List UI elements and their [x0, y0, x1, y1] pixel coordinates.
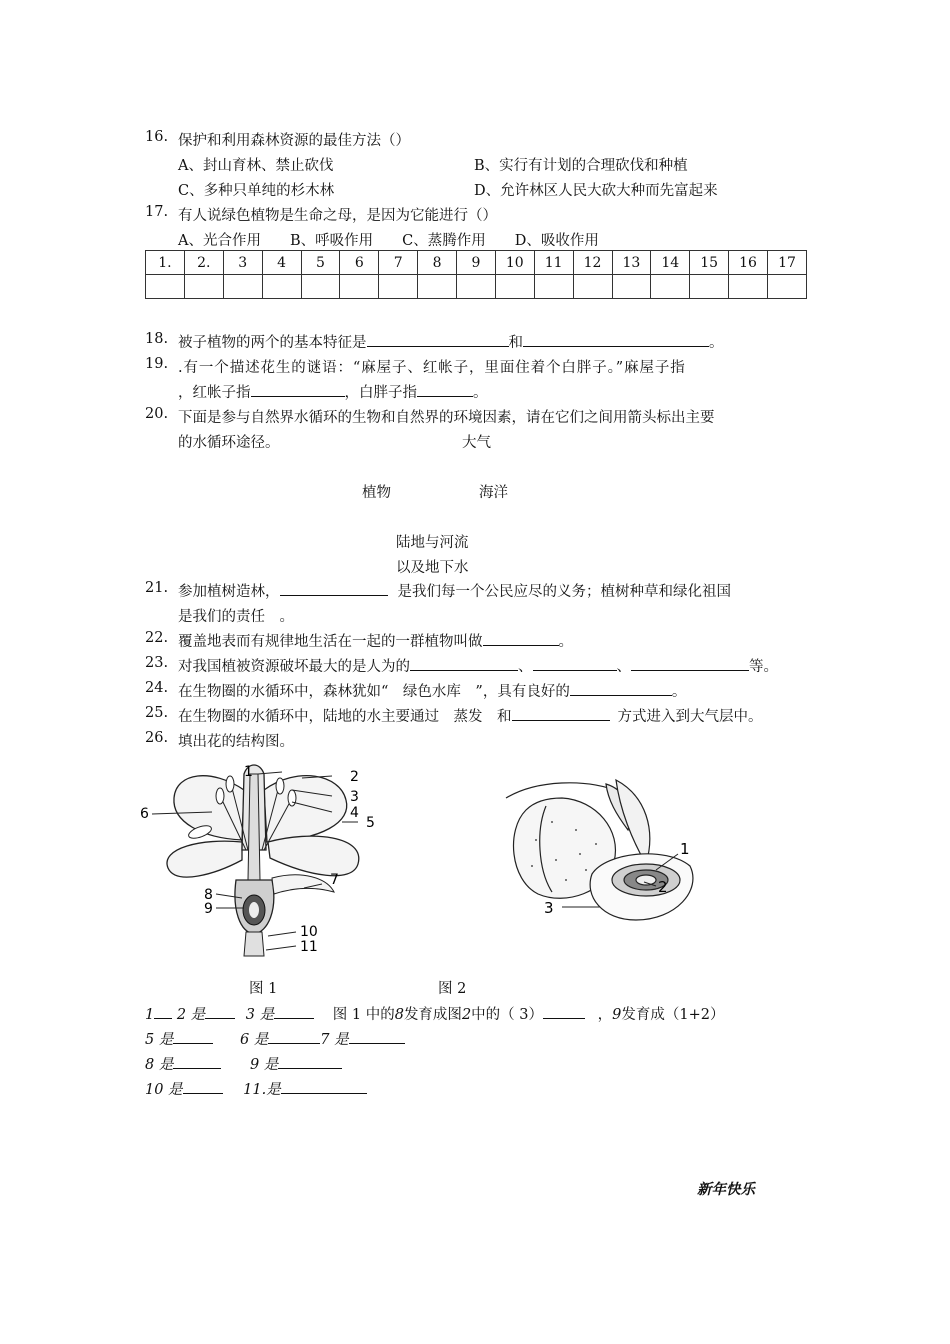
flower-structure-diagram	[132, 760, 392, 960]
answer-cell[interactable]	[651, 275, 690, 299]
answer-header: 14	[651, 251, 690, 275]
q16-text: 保护和利用森林资源的最佳方法（）	[178, 133, 410, 149]
q16-option-b: B、实行有计划的合理砍伐和种植	[474, 158, 688, 174]
answer-header: 2.	[184, 251, 223, 275]
flower-label-11: 11	[300, 939, 318, 955]
q22-line	[178, 630, 573, 651]
fruit-label-2: 2	[658, 878, 668, 896]
fill-label-8: 8 是	[145, 1057, 174, 1073]
q19-pre: ，红帐子指	[178, 385, 251, 401]
water-cycle-land-line1: 陆地与河流	[396, 535, 469, 551]
answer-cell[interactable]	[612, 275, 651, 299]
fill-q-3: 中的（ 3）	[471, 1007, 544, 1023]
q24-number: 24.	[145, 680, 169, 696]
answer-header: 6	[340, 251, 379, 275]
fill-blank-1[interactable]	[154, 1004, 172, 1019]
q18-post: 。	[709, 335, 724, 351]
q23-number: 23.	[145, 655, 169, 671]
q17-text: 有人说绿色植物是生命之母，是因为它能进行（）	[178, 208, 497, 224]
answer-header: 5	[301, 251, 340, 275]
q19-blank-1[interactable]	[251, 382, 345, 397]
q24-post: 。	[671, 684, 687, 700]
q21-number: 21.	[145, 580, 169, 596]
fill-blank-7[interactable]	[349, 1029, 405, 1044]
fruit-label-3: 3	[544, 899, 554, 917]
flower-label-2: 2	[350, 769, 359, 785]
fill-q-develops: 发育成图	[403, 1007, 462, 1023]
q18-blank-2[interactable]	[523, 332, 709, 347]
answer-cell[interactable]	[301, 275, 340, 299]
answer-cell[interactable]	[768, 275, 807, 299]
answer-cell[interactable]	[573, 275, 612, 299]
q19-line-2	[178, 381, 488, 402]
answer-cell[interactable]	[262, 275, 301, 299]
q26-text: 填出花的结构图。	[178, 734, 294, 750]
q25-blank[interactable]	[512, 706, 610, 721]
answer-cell[interactable]	[379, 275, 418, 299]
q23-sep-1: 、	[518, 659, 533, 675]
fill-q-9: 9	[612, 1007, 622, 1023]
q19-number: 19.	[145, 356, 169, 372]
q21-line-1	[178, 580, 731, 601]
q17-options: A、光合作用 B、呼吸作用 C、蒸腾作用 D、吸收作用	[178, 233, 599, 249]
fill-blank-3[interactable]	[274, 1004, 314, 1019]
q18-blank-1[interactable]	[367, 332, 509, 347]
flower-label-1: 1	[244, 764, 253, 780]
answer-header: 9	[457, 251, 496, 275]
fill-blank-6[interactable]	[268, 1029, 320, 1044]
figure1-caption: 图 1	[249, 981, 278, 997]
water-cycle-air: 大气	[462, 435, 491, 451]
answer-cell[interactable]	[457, 275, 496, 299]
flower-label-6: 6	[140, 806, 149, 822]
fill-row-2	[145, 1028, 405, 1049]
fill-row-3	[145, 1053, 342, 1074]
q18-number: 18.	[145, 331, 169, 347]
fill-blank-2[interactable]	[205, 1004, 235, 1019]
flower-label-7: 7	[330, 872, 339, 888]
water-cycle-ocean: 海洋	[479, 485, 508, 501]
q24-pre: 在生物圈的水循环中，森林犹如“ 绿色水库 ”，具有良好的	[178, 684, 570, 700]
q19-blank-2[interactable]	[417, 382, 473, 397]
q22-blank[interactable]	[483, 631, 559, 646]
answer-cell[interactable]	[729, 275, 768, 299]
fill-label-7: 7 是	[320, 1032, 349, 1048]
answer-cell[interactable]	[418, 275, 457, 299]
answer-header: 7	[379, 251, 418, 275]
q21-line-2: 是我们的责任 。	[178, 609, 294, 625]
q23-line	[178, 655, 778, 676]
q25-number: 25.	[145, 705, 169, 721]
fill-q-fig1: 图 1 中的	[332, 1007, 395, 1023]
flower-label-8: 8	[204, 887, 213, 903]
answer-cell[interactable]	[534, 275, 573, 299]
flower-label-10: 10	[300, 924, 318, 940]
q19-post: 。	[473, 385, 488, 401]
q18-mid: 和	[508, 335, 523, 351]
fill-blank-10[interactable]	[183, 1079, 223, 1094]
q16-option-d: D、允许林区人民大砍大种而先富起来	[474, 183, 718, 199]
q21-pre: 参加植树造林，	[178, 584, 280, 600]
q22-pre: 覆盖地表而有规律地生活在一起的一群植物叫做	[178, 634, 483, 650]
answer-header: 1.	[146, 251, 185, 275]
flower-label-9: 9	[204, 901, 213, 917]
answer-cell[interactable]	[184, 275, 223, 299]
q21-post: 是我们每一个公民应尽的义务；植树种草和绿化祖国	[397, 584, 731, 600]
q18-pre: 被子植物的两个的基本特征是	[178, 335, 367, 351]
answer-cell[interactable]	[340, 275, 379, 299]
q23-sep-2: 、	[616, 659, 631, 675]
fill-label-6: 6 是	[239, 1032, 269, 1048]
q19-mid: ，白胖子指	[344, 385, 417, 401]
answer-header: 11	[534, 251, 573, 275]
answer-table	[145, 250, 807, 299]
fill-blank-11[interactable]	[281, 1079, 367, 1094]
q20-number: 20.	[145, 406, 169, 422]
q23-blank-2[interactable]	[533, 656, 617, 671]
answer-table-header-row	[146, 251, 807, 275]
answer-header: 3	[223, 251, 262, 275]
q23-post: 等。	[749, 659, 778, 675]
figure2-caption: 图 2	[438, 981, 467, 997]
water-cycle-land-line2: 以及地下水	[396, 560, 469, 576]
answer-cell[interactable]	[495, 275, 534, 299]
q20-line-1: 下面是参与自然界水循环的生物和自然界的环境因素，请在它们之间用箭头标出主要	[178, 410, 715, 426]
q17-number: 17.	[145, 204, 169, 220]
fill-label-1: 1	[145, 1007, 155, 1023]
fill-q-8: 8	[394, 1007, 404, 1023]
flower-label-5: 5	[366, 815, 375, 831]
answer-header: 10	[495, 251, 534, 275]
fill-q-12: 发育成（1+2）	[621, 1007, 725, 1023]
answer-header: 4	[262, 251, 301, 275]
q19-line-1: .有一个描述花生的谜语：“麻屋子、红帐子，里面住着个白胖子。”麻屋子指	[178, 360, 686, 376]
water-cycle-plant: 植物	[362, 485, 391, 501]
answer-header: 16	[729, 251, 768, 275]
fill-label-10: 10 是	[145, 1082, 183, 1098]
answer-header: 8	[418, 251, 457, 275]
fill-blank-9[interactable]	[278, 1054, 342, 1069]
answer-cell[interactable]	[690, 275, 729, 299]
fill-label-2: 2 是	[176, 1007, 206, 1023]
q18-line	[178, 331, 724, 352]
q23-blank-1[interactable]	[410, 656, 518, 671]
fill-label-5: 5 是	[145, 1032, 174, 1048]
q25-line	[178, 705, 763, 726]
answer-cell[interactable]	[146, 275, 185, 299]
q25-pre: 在生物圈的水循环中，陆地的水主要通过 蒸发 和	[178, 709, 512, 725]
flower-label-3: 3	[350, 789, 359, 805]
fill-q-2: 2	[461, 1007, 472, 1023]
fill-blank-fig[interactable]	[543, 1004, 585, 1019]
q23-pre: 对我国植被资源破坏最大的是人为的	[178, 659, 410, 675]
q24-line	[178, 680, 686, 701]
answer-header: 13	[612, 251, 651, 275]
fill-label-9: 9 是	[249, 1057, 279, 1073]
fill-row-4	[145, 1078, 367, 1099]
fruit-label-1: 1	[680, 840, 690, 858]
q16-option-a: A、封山育林、禁止砍伐	[178, 158, 334, 174]
q21-blank[interactable]	[280, 581, 388, 596]
fruit-structure-diagram	[496, 770, 716, 940]
q16-option-c: C、多种只单纯的杉木林	[178, 183, 335, 199]
fill-label-3: 3 是	[245, 1007, 275, 1023]
answer-header: 12	[573, 251, 612, 275]
q24-blank[interactable]	[570, 681, 672, 696]
flower-label-4: 4	[350, 805, 359, 821]
fill-blank-5[interactable]	[173, 1029, 213, 1044]
footer-greeting: 新年快乐	[697, 1181, 755, 1198]
answer-cell[interactable]	[223, 275, 262, 299]
q22-number: 22.	[145, 630, 169, 646]
q25-post: 方式进入到大气层中。	[617, 709, 763, 725]
q22-post: 。	[558, 634, 573, 650]
fill-q-comma: ，	[597, 1007, 613, 1023]
q20-line-2: 的水循环途径。	[178, 435, 280, 451]
q23-blank-3[interactable]	[631, 656, 749, 671]
q26-number: 26.	[145, 730, 169, 746]
q16-number: 16.	[145, 129, 169, 145]
fill-row-1	[145, 1003, 724, 1024]
answer-header: 15	[690, 251, 729, 275]
fill-blank-8[interactable]	[173, 1054, 221, 1069]
answer-table-answer-row[interactable]	[146, 275, 807, 299]
fill-label-11: 11.是	[243, 1082, 281, 1098]
answer-header: 17	[768, 251, 807, 275]
